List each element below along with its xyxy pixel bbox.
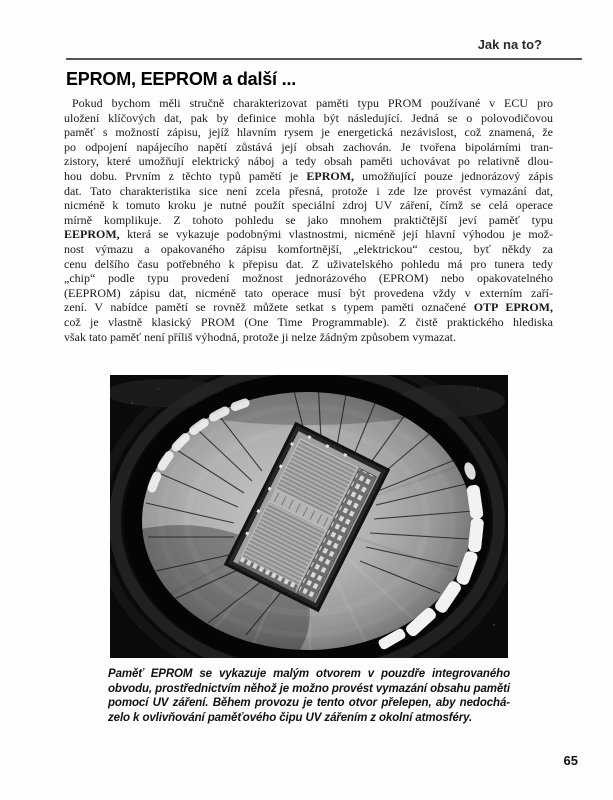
text-line: po odpojení napájecího napětí zůstává její obsah zachován. Je tvořena bipolárními tran-: [64, 139, 553, 154]
text-line: nost výmazu a opakovaného zápisu komfortnější, „elektrickou“ cestou, byť někdy za: [64, 241, 553, 256]
text-line: zení. V nabídce pamětí se rovněž můžete setkat s typem paměti označené OTP EPROM,: [64, 300, 553, 315]
text-line: uložení klíčových dat, pak by definice mohla být následující. Jedná se o polovodičovou: [64, 110, 553, 125]
text-line: pomocí UV záření. Během provozu je tento otvor přelepen, aby nedochá-: [108, 697, 510, 710]
text-line: paměť s možností zápisu, jejíž hlavním rysem je energetická nezávislost, což znamená, že: [64, 125, 553, 140]
text-line: což je vlastně klasický PROM (One Time Programmable). Z čistě praktického hlediska: [64, 314, 553, 329]
section-label: Jak na to?: [477, 37, 542, 52]
figure-caption: [108, 667, 510, 726]
running-head: [66, 37, 542, 52]
text-line: cenu delšího času potřebného k přepisu dat. Z uživatelského pohledu má pro tunera tedy: [64, 256, 553, 271]
text-line: EEPROM, která se vykazuje podobnými vlastnostmi, nicméně její hlavní výhodou je mož-: [64, 227, 553, 242]
text-line: mírně komplikuje. Z tohoto pohledu se jako mnohem praktičtější jeví paměť typu: [64, 212, 553, 227]
text-line: dat. Tato charakteristika sice není zcela přesná, protože i zde lze provést vymazání dat,: [64, 183, 553, 198]
text-line: Paměť EPROM se vykazuje malým otvorem v pouzdře integrovaného: [108, 668, 510, 680]
text-line: obvodu, prostřednictvím něhož je možno provést vymazání obsahu paměti: [108, 682, 510, 695]
page-number: 65: [563, 753, 578, 768]
text-line: však tato paměť není příliš výhodná, protože ji nelze žádným způsobem vymazat.: [64, 329, 457, 344]
figure: [110, 375, 508, 658]
article-paragraph: [64, 96, 553, 344]
text-line: „chip“ podle typu provedení možnost jednorázového (EPROM) nebo opakovatelného: [64, 271, 553, 286]
eprom-die-photo: [110, 375, 508, 658]
text-line: (EEPROM) zápisu dat, nicméně tato operace musí být provedena vždy v externím zaří-: [64, 285, 553, 300]
text-line: nicméně k tomuto kroku je nutné použít speciální zdroj UV záření, čímž se celá operace: [64, 198, 553, 213]
text-line: zistory, které umožňují elektrický náboj a tedy obsah paměti uchovávat po relativně dlou-: [64, 154, 553, 169]
page-title: EPROM, EEPROM a další ...: [66, 69, 297, 89]
text-line: zelo k ovlivňování paměťového čipu UV zářením z okolní atmosféry.: [108, 712, 473, 725]
header-rule: [66, 58, 582, 60]
text-line: hou dobu. Prvním z těchto typů pamětí je EPROM, umožňující pouze jednorázový zápis: [64, 168, 553, 183]
text-line: Pokud bychom měli stručně charakterizovat paměti typu PROM používané v ECU pro: [72, 96, 553, 110]
